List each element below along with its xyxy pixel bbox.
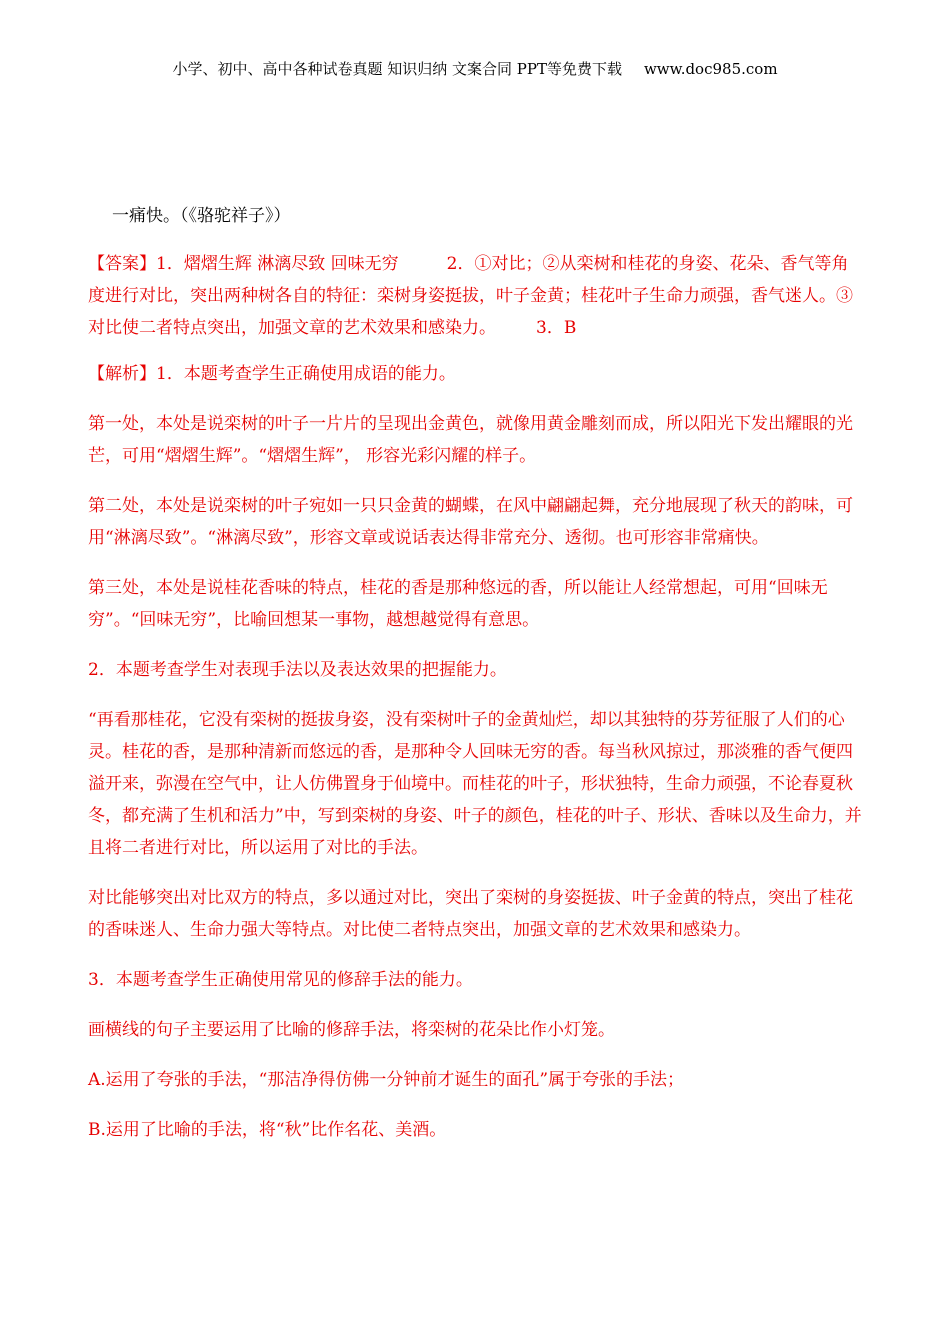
answer-part-2: 2．①对比；②从栾树和桂花的身姿、花朵、香气等角度进行对比，突出两种树各自的特征：栾树身姿挺拔，叶子金黄；桂花叶子生命力顽强，香气迷人。③对比使二者特点突出，加强文章的艺术效果和感染力。: [88, 254, 853, 338]
answer-paragraph: [88, 248, 863, 344]
question-3-heading: 3．本题考查学生正确使用常见的修辞手法的能力。: [88, 970, 473, 990]
analysis-paragraph-5: 对比能够突出对比双方的特点，多以通过对比，突出了栾树的身姿挺拔、叶子金黄的特点，突出了桂花的香味迷人、生命力强大等特点。对比使二者特点突出，加强文章的艺术效果和感染力。: [88, 888, 853, 940]
question-2-heading: 2．本题考查学生对表现手法以及表达效果的把握能力。: [88, 660, 507, 680]
answer-part-1: 【答案】1．熠熠生辉 淋漓尽致 回味无穷: [88, 254, 399, 274]
header-url[interactable]: www.doc985.com: [643, 60, 778, 78]
answer-part-3: 3．B: [536, 318, 577, 338]
header-text: 小学、初中、高中各种试卷真题 知识归纳 文案合同 PPT等免费下载: [172, 60, 622, 78]
page-header: [0, 58, 950, 79]
option-a: A.运用了夸张的手法，“那洁净得仿佛一分钟前才诞生的面孔”属于夸张的手法；: [88, 1070, 685, 1090]
analysis-heading: 【解析】1．本题考查学生正确使用成语的能力。: [88, 364, 456, 384]
analysis-paragraph-1: 第一处，本处是说栾树的叶子一片片的呈现出金黄色，就像用黄金雕刻而成，所以阳光下发出耀眼的光芒，可用“熠熠生辉”。“熠熠生辉”， 形容光彩闪耀的样子。: [88, 414, 853, 466]
continuation-line: 一痛快。（《骆驼祥子》）: [112, 206, 291, 226]
option-b: B.运用了比喻的手法，将“秋”比作名花、美酒。: [88, 1120, 447, 1140]
analysis-paragraph-6: 画横线的句子主要运用了比喻的修辞手法，将栾树的花朵比作小灯笼。: [88, 1020, 615, 1040]
analysis-paragraph-3: 第三处，本处是说桂花香味的特点，桂花的香是那种悠远的香，所以能让人经常想起，可用“回味无穷”。“回味无穷”，比喻回想某一事物，越想越觉得有意思。: [88, 578, 828, 630]
analysis-paragraph-2: 第二处，本处是说栾树的叶子宛如一只只金黄的蝴蝶，在风中翩翩起舞，充分地展现了秋天的韵味，可用“淋漓尽致”。“淋漓尽致”，形容文章或说话表达得非常充分、透彻。也可形容非常痛快。: [88, 496, 853, 548]
document-body: [88, 200, 863, 1146]
analysis-paragraph-4: “再看那桂花，它没有栾树的挺拔身姿，没有栾树叶子的金黄灿烂，却以其独特的芬芳征服了人们的心灵。桂花的香，是那种清新而悠远的香，是那种令人回味无穷的香。每当秋风掠过，那淡雅的香气便四溢开来，弥漫在空气中，让人仿佛置身于仙境中。而桂花的叶子，形状独特，生命力顽强，不论春夏秋冬，都充满了生机和活力”中，写到栾树的身姿、叶子的颜色，桂花的叶子、形状、香味以及生命力，并且将二者进行对比，所以运用了对比的手法。: [88, 710, 862, 858]
